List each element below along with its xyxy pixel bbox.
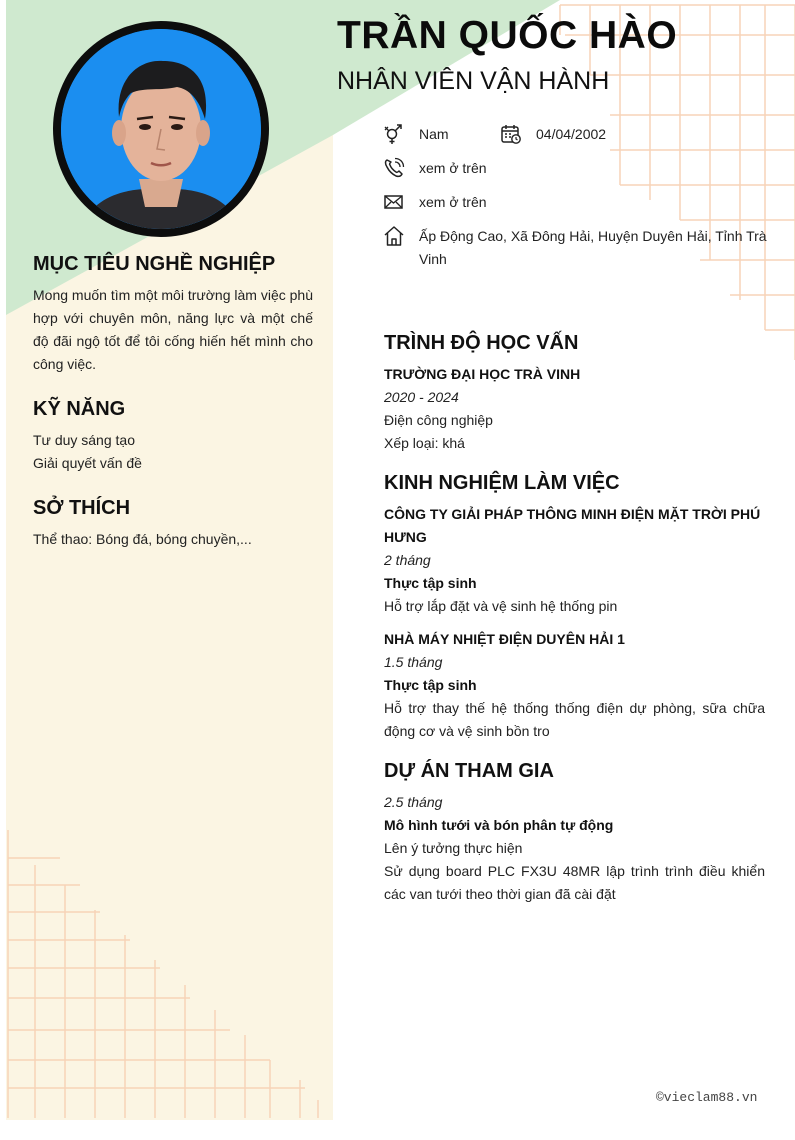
experience-duration: 2 tháng: [384, 552, 431, 568]
home-icon: [383, 225, 405, 247]
address-value: Ấp Động Cao, Xã Đông Hải, Huyện Duyên Hải, Tỉnh Trà Vinh: [419, 228, 767, 267]
education-period: 2020 - 2024: [384, 389, 459, 405]
experience-company: CÔNG TY GIẢI PHÁP THÔNG MINH ĐIỆN MẶT TRỜI PHÚ HƯNG: [384, 506, 761, 545]
projects-title: DỰ ÁN THAM GIA: [384, 760, 554, 782]
birthday-value: 04/04/2002: [536, 126, 607, 142]
phone-value: xem ở trên: [419, 160, 487, 176]
project-line: Sử dụng board PLC FX3U 48MR lập trình trình điều khiển các van tưới theo thời gian đã cài đặt: [384, 863, 765, 902]
gender-value: Nam: [419, 126, 449, 142]
skill-item: Giải quyết vấn đề: [33, 455, 142, 471]
top-right-grid: [560, 5, 795, 360]
education-school: TRƯỜNG ĐẠI HỌC TRÀ VINH: [384, 366, 581, 382]
experience-description: Hỗ trợ lắp đặt và vệ sinh hệ thống pin: [384, 598, 618, 614]
email-value: xem ở trên: [419, 194, 487, 210]
avatar: [53, 21, 269, 237]
experience-role: Thực tập sinh: [384, 575, 477, 591]
experience-company: NHÀ MÁY NHIỆT ĐIỆN DUYÊN HẢI 1: [384, 631, 625, 647]
watermark: ©vieclam88.vn: [656, 1090, 758, 1105]
job-position: NHÂN VIÊN VẬN HÀNH: [337, 67, 610, 95]
education-major: Điện công nghiệp: [384, 412, 493, 428]
hobbies-text: Thể thao: Bóng đá, bóng chuyền,...: [33, 531, 252, 547]
experience-title: KINH NGHIỆM LÀM VIỆC: [384, 472, 620, 494]
mail-icon: [383, 191, 405, 213]
skills-title: KỸ NĂNG: [33, 398, 126, 420]
bottom-left-grid: [8, 830, 318, 1118]
education-title: TRÌNH ĐỘ HỌC VẤN: [384, 332, 579, 354]
objective-text: Mong muốn tìm một môi trường làm việc phù hợp với chuyên môn, năng lực và một chế độ đãi ngộ tốt để tôi cống hiến hết mình cho công việc.: [33, 287, 313, 372]
experience-role: Thực tập sinh: [384, 677, 477, 693]
education-grade: Xếp loại: khá: [384, 435, 465, 451]
candidate-name: TRẦN QUỐC HÀO: [337, 14, 678, 57]
project-name: Mô hình tưới và bón phân tự động: [384, 817, 614, 833]
objective-title: MỤC TIÊU NGHỀ NGHIỆP: [33, 253, 276, 275]
hobbies-title: SỞ THÍCH: [33, 497, 131, 519]
phone-icon: [383, 157, 405, 179]
skill-item: Tư duy sáng tạo: [33, 432, 135, 448]
project-line: Lên ý tưởng thực hiện: [384, 840, 523, 856]
portrait-illustration: [61, 29, 261, 229]
experience-description: Hỗ trợ thay thế hệ thống thống điện dự phòng, sữa chữa động cơ và vệ sinh bồn tro: [384, 700, 765, 739]
calendar-icon: [500, 123, 522, 145]
gender-icon: [383, 123, 405, 145]
project-duration: 2.5 tháng: [384, 794, 443, 810]
experience-duration: 1.5 tháng: [384, 654, 443, 670]
